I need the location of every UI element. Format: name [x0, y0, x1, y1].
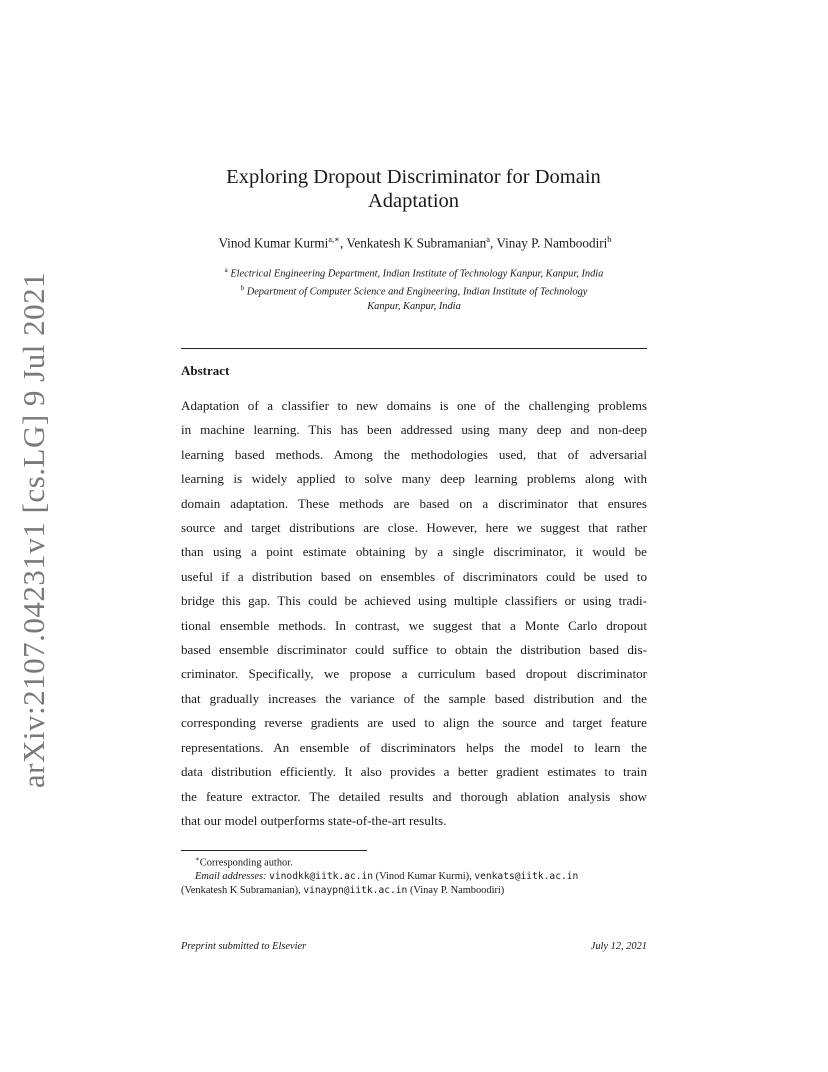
- abstract-line: domain adaptation. These methods are based on a discriminator that ensures: [181, 495, 647, 511]
- email-link[interactable]: vinodkk@iitk.ac.in: [269, 871, 374, 883]
- author-separator: ,: [490, 235, 497, 251]
- abstract-line: learning based methods. Among the methodologies used, that of adversarial: [181, 446, 647, 462]
- author-name: Vinod Kumar Kurmi: [218, 235, 329, 251]
- abstract-line: learning is widely applied to solve many deep learning problems along with: [181, 471, 647, 487]
- author-affiliation-mark: a: [486, 234, 490, 244]
- affiliation-line: [150, 263, 678, 281]
- email-link[interactable]: venkats@iitk.ac.in: [474, 871, 579, 883]
- abstract-heading: Abstract: [181, 363, 230, 378]
- arxiv-identifier-stamp: arXiv:2107.04231v1 [cs.LG] 9 Jul 2021: [16, 271, 51, 789]
- footnote-rule: [181, 850, 367, 851]
- author-separator: ,: [339, 235, 347, 251]
- preprint-note: Preprint submitted to Elsevier: [181, 941, 307, 952]
- email-label: Email addresses:: [195, 871, 267, 883]
- paper-title-line-1: Exploring Dropout Discriminator for Domain: [226, 166, 601, 188]
- affiliation-mark: b: [240, 284, 245, 293]
- abstract-line: corresponding reverse gradients are used to align the source and target feature: [181, 715, 647, 731]
- author-affiliation-mark: b: [607, 234, 612, 244]
- abstract-line: that our model outperforms state-of-the-art results.: [181, 812, 447, 828]
- email-link[interactable]: vinaypn@iitk.ac.in: [303, 884, 408, 896]
- abstract-line: data distribution efficiently. It also provides a better gradient estimates to train: [181, 764, 647, 780]
- affiliation-line: [150, 281, 678, 299]
- paper-title: [181, 165, 646, 213]
- abstract-top-rule: [181, 348, 647, 349]
- affiliation-text: Department of Computer Science and Engineering, Indian Institute of Technology: [246, 286, 588, 298]
- email-line: [181, 884, 647, 898]
- abstract-line: bridge this gap. This could be achieved using multiple classifiers or using tradi-: [181, 593, 647, 609]
- paper-title-line-2: Adaptation: [367, 190, 460, 212]
- abstract-line: that gradually increases the variance of the sample based distribution and the: [181, 690, 647, 706]
- footnotes: [181, 853, 647, 897]
- abstract-line: source and target distributions are close. However, here we suggest that rather: [181, 520, 647, 536]
- footnote-mark: ∗: [195, 855, 200, 863]
- affiliation-list: [150, 263, 678, 314]
- abstract-line: useful if a distribution based on ensembles of discriminators could be used to: [181, 568, 647, 584]
- corresponding-author-text: Corresponding author.: [199, 857, 293, 869]
- affiliation-text: Kanpur, Kanpur, India: [367, 300, 461, 312]
- abstract-line: Adaptation of a classifier to new domains is one of the challenging problems: [181, 398, 647, 413]
- preprint-date: July 12, 2021: [590, 941, 647, 952]
- affiliation-mark: a: [224, 266, 228, 274]
- abstract-line: in machine learning. This has been addressed using many deep and non-deep: [181, 422, 647, 438]
- abstract-line: tional ensemble methods. In contrast, we suggest that a Monte Carlo dropout: [181, 617, 647, 633]
- author-name: Vinay P. Namboodiri: [496, 235, 608, 251]
- abstract-line: than using a point estimate obtaining by a single discriminator, it would be: [181, 544, 647, 560]
- email-owner: (Vinay P. Namboodiri): [409, 884, 505, 896]
- corresponding-author-note: [181, 853, 647, 870]
- email-owner: (Vinod Kumar Kurmi),: [375, 871, 472, 883]
- email-line: [181, 870, 647, 884]
- affiliation-line: [150, 300, 678, 314]
- abstract-line: representations. An ensemble of discriminators helps the model to learn the: [181, 739, 647, 755]
- author-list: [150, 234, 680, 251]
- email-owner: (Venkatesh K Subramanian),: [181, 884, 301, 896]
- affiliation-text: Electrical Engineering Department, Indian Institute of Technology Kanpur, Kanpur, India: [230, 268, 604, 280]
- abstract-body: [181, 394, 647, 833]
- abstract-line: based ensemble discriminator could suffice to obtain the distribution based dis-: [181, 642, 647, 658]
- abstract-line: the feature extractor. The detailed results and thorough ablation analysis show: [181, 788, 647, 804]
- abstract-line: criminator. Specifically, we propose a curriculum based dropout discriminator: [181, 666, 647, 682]
- author-affiliation-mark: a,∗: [328, 234, 340, 244]
- author-name: Venkatesh K Subramanian: [346, 235, 487, 251]
